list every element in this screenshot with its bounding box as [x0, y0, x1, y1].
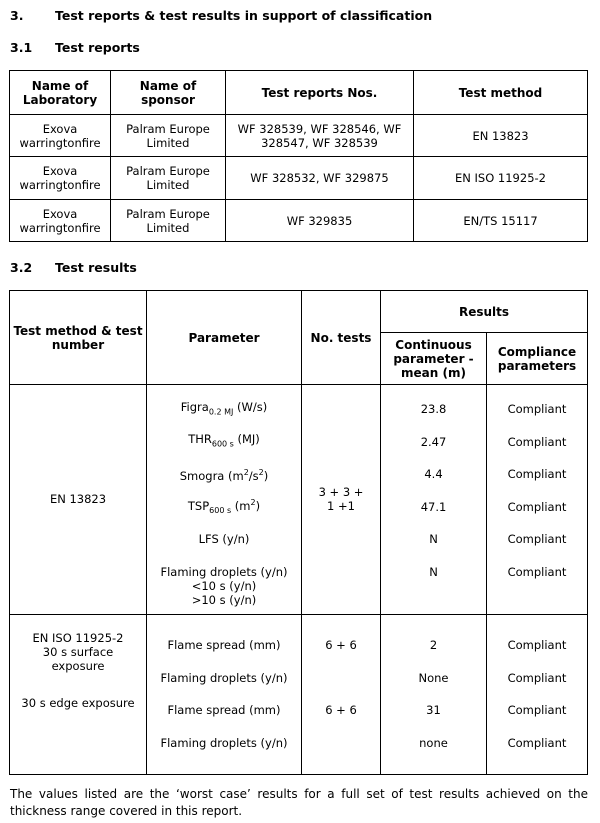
mean-value: 4.4	[424, 467, 443, 482]
mean-value: None	[418, 670, 449, 685]
mean-value: 47.1	[420, 499, 447, 514]
tests-value: 6 + 6	[325, 703, 357, 718]
mean-value: 2.47	[420, 434, 447, 449]
cell-test-method: EN/TS 15117	[414, 200, 588, 242]
compliance-value: Compliant	[507, 735, 567, 750]
param-lfs: LFS (y/n)	[198, 532, 250, 547]
col-header-report-nos: Test reports Nos.	[226, 71, 414, 115]
test-reports-table	[9, 70, 588, 242]
cell-report-nos: WF 328532, WF 329875	[226, 157, 414, 200]
mean-value: N	[429, 532, 438, 547]
compliance-value: Compliant	[507, 670, 567, 685]
cell-test-method: EN ISO 11925-2	[414, 157, 588, 200]
param-thr: $THR_{600 s}$ (MJ)	[188, 432, 260, 449]
cell-sponsor: Palram Europe Limited	[111, 157, 226, 200]
param-smogra: Smogra $(m^2/s^2)$	[179, 467, 269, 483]
table-row	[10, 157, 588, 200]
col-header-compliance: Compliance parameters	[487, 333, 588, 385]
compliance-value: Compliant	[507, 499, 567, 514]
param-flame-spread: Flame spread (mm)	[167, 638, 281, 653]
section-3-2-heading: 3.2 Test results	[10, 260, 137, 275]
tests-value	[305, 727, 377, 760]
en13823-block	[10, 385, 588, 615]
cell-report-nos: WF 329835	[226, 200, 414, 242]
col-header-no-tests: No. tests	[302, 291, 381, 385]
method-surface-exposure: 30 s surface exposure	[42, 644, 114, 673]
cell-laboratory: Exova warringtonfire	[10, 157, 111, 200]
table-row	[10, 200, 588, 242]
col-header-continuous: Continuous parameter - mean (m)	[381, 333, 487, 385]
cell-sponsor: Palram Europe Limited	[111, 115, 226, 157]
cell-parameters	[147, 614, 302, 774]
table-header-row	[10, 71, 588, 115]
section-3-heading: 3. Test reports & test results in support of classification	[10, 8, 433, 23]
cell-laboratory: Exova warringtonfire	[10, 115, 111, 157]
method-edge-exposure: 30 s edge exposure	[21, 695, 135, 710]
compliance-value: Compliant	[507, 434, 567, 449]
method-name: EN ISO 11925-2	[32, 630, 124, 645]
col-header-sponsor: Name of sponsor	[111, 71, 226, 115]
cell-no-tests	[302, 614, 381, 774]
tests-value: 6 + 6	[325, 638, 357, 653]
col-header-parameter: Parameter	[147, 291, 302, 385]
footnote-paragraph: The values listed are the ‘worst case’ results for a full set of test results achieved on the thickness range covered in this report.	[10, 787, 588, 818]
compliance-value: Compliant	[507, 564, 567, 579]
col-header-test-method: Test method	[414, 71, 588, 115]
col-header-test-method: Test method & test number	[10, 291, 147, 385]
cell-means	[381, 614, 487, 774]
cell-report-nos: WF 328539, WF 328546, WF 328547, WF 328539	[226, 115, 414, 157]
compliance-value: Compliant	[507, 703, 567, 718]
param-flaming-droplets: Flaming droplets (y/n)	[160, 670, 288, 685]
cell-means	[381, 385, 487, 615]
cell-no-tests: 3 + 3 + 1 +1	[302, 385, 381, 615]
compliance-value: Compliant	[507, 638, 567, 653]
table-header-row	[10, 291, 588, 333]
cell-compliance	[487, 385, 588, 615]
param-flame-spread: Flame spread (mm)	[167, 703, 281, 718]
compliance-value: Compliant	[507, 402, 567, 417]
cell-method-iso11925	[10, 614, 147, 774]
cell-laboratory: Exova warringtonfire	[10, 200, 111, 242]
cell-test-method: EN 13823	[414, 115, 588, 157]
param-tsp: $TSP_{600 s}$ $(m^2)$	[187, 497, 261, 515]
param-flaming-droplets: Flaming droplets (y/n)	[160, 735, 288, 750]
param-flaming-droplets: Flaming droplets (y/n) <10 s (y/n) >10 s (y/n)	[160, 564, 288, 607]
tests-value	[305, 662, 377, 695]
col-header-results: Results	[381, 291, 588, 333]
iso11925-block	[10, 614, 588, 774]
section-3-1-heading: 3.1 Test reports	[10, 40, 140, 55]
compliance-value: Compliant	[507, 532, 567, 547]
cell-sponsor: Palram Europe Limited	[111, 200, 226, 242]
table-row	[10, 115, 588, 157]
cell-parameters	[147, 385, 302, 615]
mean-value: none	[419, 735, 448, 750]
test-results-table	[9, 290, 588, 775]
cell-compliance	[487, 614, 588, 774]
mean-value: 31	[426, 703, 441, 718]
compliance-value: Compliant	[507, 467, 567, 482]
cell-method-en13823: EN 13823	[10, 385, 147, 615]
mean-value: 23.8	[420, 402, 447, 417]
mean-value: 2	[429, 638, 438, 653]
mean-value: N	[429, 564, 438, 579]
col-header-laboratory: Name of Laboratory	[10, 71, 111, 115]
param-figra: Figra$_{0.2 MJ}$ (W/s)	[180, 399, 268, 416]
